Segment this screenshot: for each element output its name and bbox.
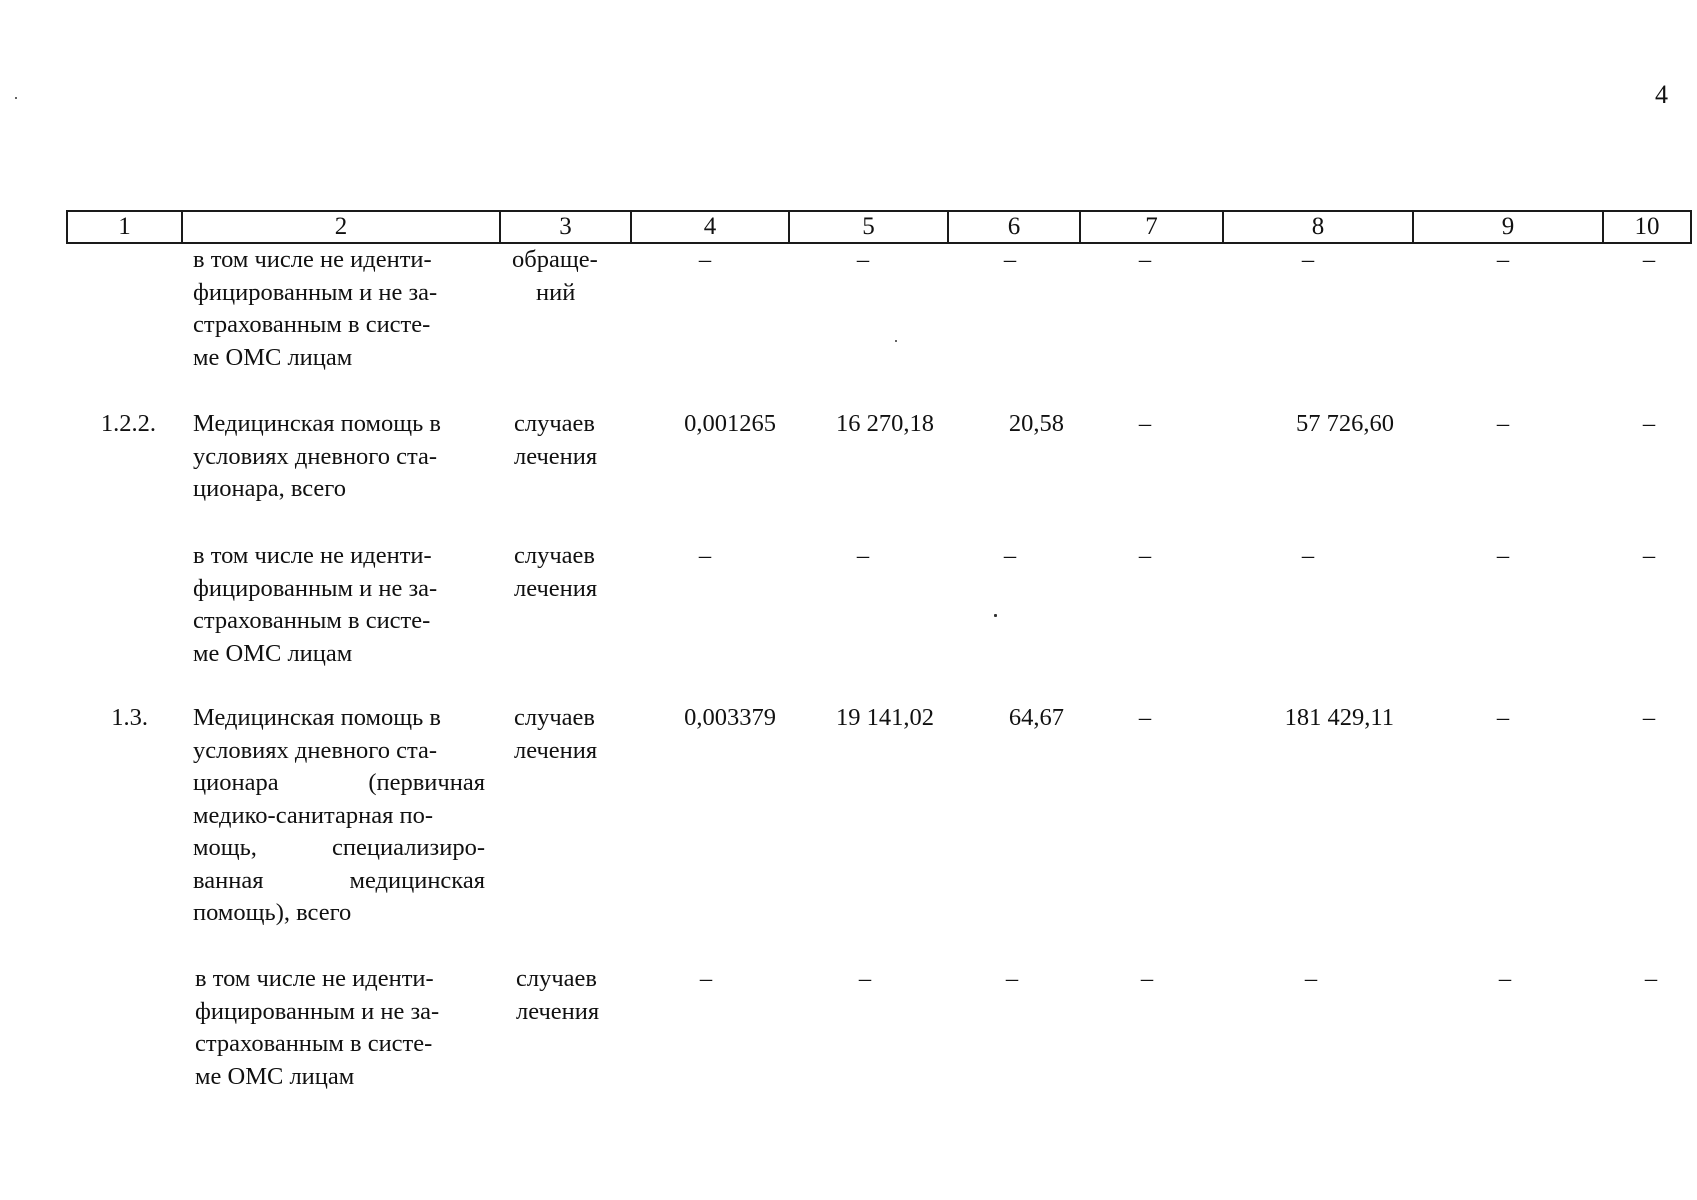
row-col-9: – [1498,965,1512,992]
row-col-7: – [1138,542,1152,569]
header-col-1: 1 [67,211,182,243]
row-col-9: – [1496,704,1510,731]
row-col-10: – [1642,246,1656,273]
row-col-10: – [1642,704,1656,731]
row-unit: случаев лечения [516,965,600,1025]
row-code: 1.3. [111,704,148,731]
row-unit: случаев лечения [514,704,598,764]
row-col-10: – [1642,542,1656,569]
row-col-4: – [698,542,712,569]
row-col-7: – [1138,410,1152,437]
row-description: Медицинская помощь в условиях дневного ста- ционара (первичная медико-санитарная по- мощь, специализиро- ванная медицинская помощь), всего [193,704,485,926]
row-col-10: – [1642,410,1656,437]
row-col-5: 16 270,18 [836,410,934,437]
row-col-8: – [1301,542,1315,569]
row-description: в том числе не иденти- фицированным и не за- страхованным в систе- ме ОМС лицам [193,246,438,371]
row-col-6: – [1005,965,1019,992]
header-col-6: 6 [948,211,1080,243]
header-col-4: 4 [631,211,789,243]
row-unit: случаев лечения [514,410,598,470]
row-col-5: – [856,246,870,273]
row-col-9: – [1496,246,1510,273]
header-col-7: 7 [1080,211,1223,243]
row-col-5: – [856,542,870,569]
header-col-8: 8 [1223,211,1413,243]
scan-speck [895,340,897,342]
header-col-10: 10 [1603,211,1691,243]
row-col-7: – [1140,965,1154,992]
row-col-4: 0,003379 [684,704,776,731]
row-col-6: 64,67 [1008,704,1064,731]
row-col-8: 181 429,11 [1284,704,1394,731]
row-unit: случаев лечения [514,542,598,602]
row-col-5: 19 141,02 [836,704,934,731]
row-col-6: – [1003,246,1017,273]
row-col-8: – [1301,246,1315,273]
row-col-5: – [858,965,872,992]
row-unit: обраще- ний [512,246,598,306]
column-number-header [66,210,1692,244]
row-col-7: – [1138,704,1152,731]
row-col-4: – [699,965,713,992]
scan-speck [994,614,997,617]
page-number: 4 [1655,80,1668,109]
row-description: в том числе не иденти- фицированным и не за- страхованным в систе- ме ОМС лицам [193,542,438,667]
header-col-9: 9 [1413,211,1603,243]
row-col-7: – [1138,246,1152,273]
row-col-8: 57 726,60 [1296,410,1394,437]
row-code: 1.2.2. [100,410,156,437]
row-col-6: – [1003,542,1017,569]
header-col-3: 3 [500,211,631,243]
row-col-6: 20,58 [1008,410,1064,437]
row-col-4: – [698,246,712,273]
header-col-2: 2 [182,211,500,243]
row-col-9: – [1496,542,1510,569]
row-col-4: 0,001265 [684,410,776,437]
row-description: в том числе не иденти- фицированным и не за- страхованным в систе- ме ОМС лицам [195,965,440,1090]
row-col-9: – [1496,410,1510,437]
header-col-5: 5 [789,211,948,243]
row-col-10: – [1644,965,1658,992]
row-col-8: – [1304,965,1318,992]
row-description: Медицинская помощь в условиях дневного ста- ционара, всего [193,410,441,502]
scan-speck [15,97,17,99]
